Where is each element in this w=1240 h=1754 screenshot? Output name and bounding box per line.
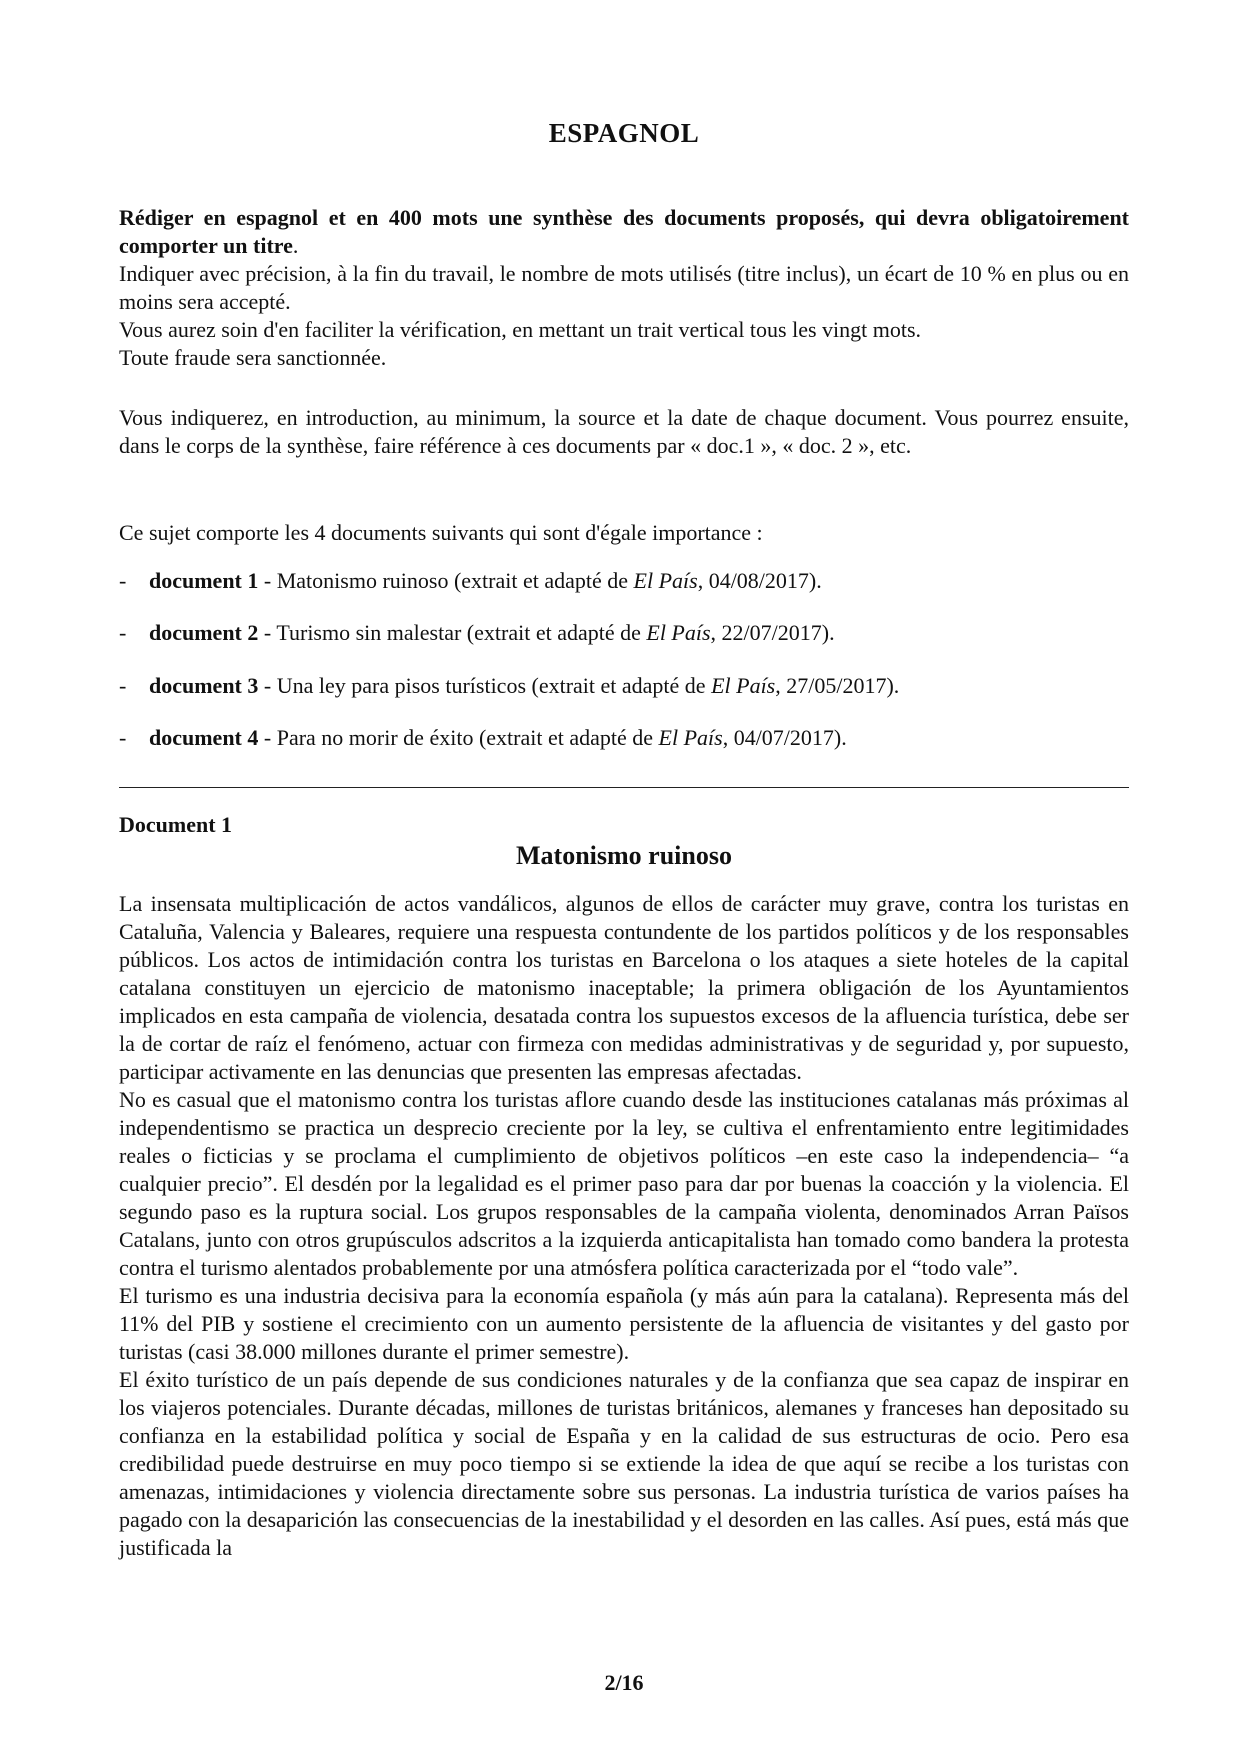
document-date: , 27/05/2017). (775, 673, 900, 698)
instructions-word-count: Indiquer avec précision, à la fin du travail, le nombre de mots utilisés (titre inclus), un écart de 10 % en plus ou en moins sera accepté. (119, 261, 1129, 314)
document-source: El País (646, 620, 711, 645)
page-number: 2/16 (604, 1670, 644, 1695)
document-title: Una ley para pisos turísticos (extrait et adapté de (276, 673, 712, 698)
document-label: document 1 (149, 568, 259, 593)
document-page (119, 0, 1129, 1754)
document-separator: - (258, 568, 277, 593)
article-title: Matonismo ruinoso (516, 841, 732, 870)
list-dash: - (119, 673, 127, 698)
document-list-item (119, 619, 1129, 647)
instructions-lead-text: Rédiger en espagnol et en 400 mots une synthèse des documents proposés, qui devra obligatoirement comporter un titre (119, 205, 1129, 258)
document-list-item (119, 724, 1129, 752)
section-divider (119, 787, 1129, 788)
document-list-item (119, 567, 1129, 595)
document-separator: - (258, 673, 277, 698)
document-label: document 2 (149, 620, 259, 645)
document-list-item (119, 672, 1129, 700)
introduction-instructions: Vous indiquerez, en introduction, au minimum, la source et la date de chaque document. Vous pourrez ensuite, dans le corps de la synthèse, faire référence à ces documents par « doc.1 », « doc. 2 », etc. (119, 405, 1129, 458)
document-source: El País (633, 568, 698, 593)
document-date: , 22/07/2017). (710, 620, 835, 645)
document-heading: Document 1 (119, 812, 233, 837)
document-title: Turismo sin malestar (extrait et adapté de (276, 620, 647, 645)
article-body (119, 890, 1129, 1562)
list-dash: - (119, 725, 127, 750)
instructions-verification: Vous aurez soin d'en faciliter la vérification, en mettant un trait vertical tous les vingt mots. (119, 317, 922, 342)
document-label: document 4 (149, 725, 259, 750)
document-date: , 04/08/2017). (697, 568, 822, 593)
list-dash: - (119, 568, 127, 593)
instructions-fraud: Toute fraude sera sanctionnée. (119, 345, 387, 370)
document-date: , 04/07/2017). (722, 725, 847, 750)
document-separator: - (258, 620, 277, 645)
article-paragraph: La insensata multiplicación de actos vandálicos, algunos de ellos de carácter muy grave, contra los turistas en Cataluña, Valencia y Baleares, requiere una respuesta contundente de los partidos políticos y de los responsables públicos. Los actos de intimidación contra los turistas en Barcelona o los ataques a siete hoteles de la capital catalana constituyen un ejercicio de matonismo inaceptable; la primera obligación de los Ayuntamientos implicados en esta campaña de violencia, desatada contra los supuestos excesos de la afluencia turística, debe ser la de cortar de raíz el fenómeno, actuar con firmeza con medidas administrativas y de seguridad y, por supuesto, participar activamente en las denuncias que presenten las empresas afectadas. (119, 891, 1129, 1084)
document-source: El País (658, 725, 723, 750)
article-paragraph: El éxito turístico de un país depende de sus condiciones naturales y de la confianza que sea capaz de inspirar en los viajeros potenciales. Durante décadas, millones de turistas británicos, alemanes y franceses han depositado su confianza en la estabilidad política y social de España y en la calidad de sus estructuras de ocio. Pero esa credibilidad puede destruirse en muy poco tiempo si se extiende la idea de que aquí se recibe a los turistas con amenazas, intimidaciones y violencia directamente sobre sus personas. La industria turística de varios países ha pagado con la desaparición las consecuencias de la inestabilidad y el desorden en las calles. Así pues, está más que justificada la (119, 1367, 1129, 1560)
instructions-lead-end: . (292, 233, 299, 258)
document-source: El País (711, 673, 776, 698)
instructions-lead (119, 204, 1129, 260)
page-title: ESPAGNOL (548, 118, 700, 148)
list-dash: - (119, 620, 127, 645)
article-paragraph: El turismo es una industria decisiva para la economía española (y más aún para la catalana). Representa más del 11% del PIB y sostiene el crecimiento con un aumento persistente de la afluencia de visitantes y del gasto por turistas (casi 38.000 millones durante el primer semestre). (119, 1283, 1129, 1364)
document-separator: - (258, 725, 277, 750)
instructions-block (119, 204, 1129, 372)
document-label: document 3 (149, 673, 259, 698)
article-paragraph: No es casual que el matonismo contra los turistas aflore cuando desde las instituciones catalanas más próximas al independentismo se practica un desprecio creciente por la ley, se cultiva el enfrentamiento entre legitimidades reales o ficticias y se proclama el cumplimiento de objetivos políticos –en este caso la independencia– “a cualquier precio”. El desdén por la legalidad es el primer paso para dar por buenas la coacción y la violencia. El segundo paso es la ruptura social. Los grupos responsables de la campaña violenta, denominados Arran Països Catalans, junto con otros grupúsculos adscritos a la izquierda anticapitalista han tomado como bandera la protesta contra el turismo alentados probablemente por una atmósfera política caracterizada por el “todo vale”. (119, 1087, 1129, 1280)
documents-intro: Ce sujet comporte les 4 documents suivants qui sont d'égale importance : (119, 520, 763, 545)
document-title: Matonismo ruinoso (extrait et adapté de (276, 568, 634, 593)
document-title: Para no morir de éxito (extrait et adapté de (276, 725, 659, 750)
